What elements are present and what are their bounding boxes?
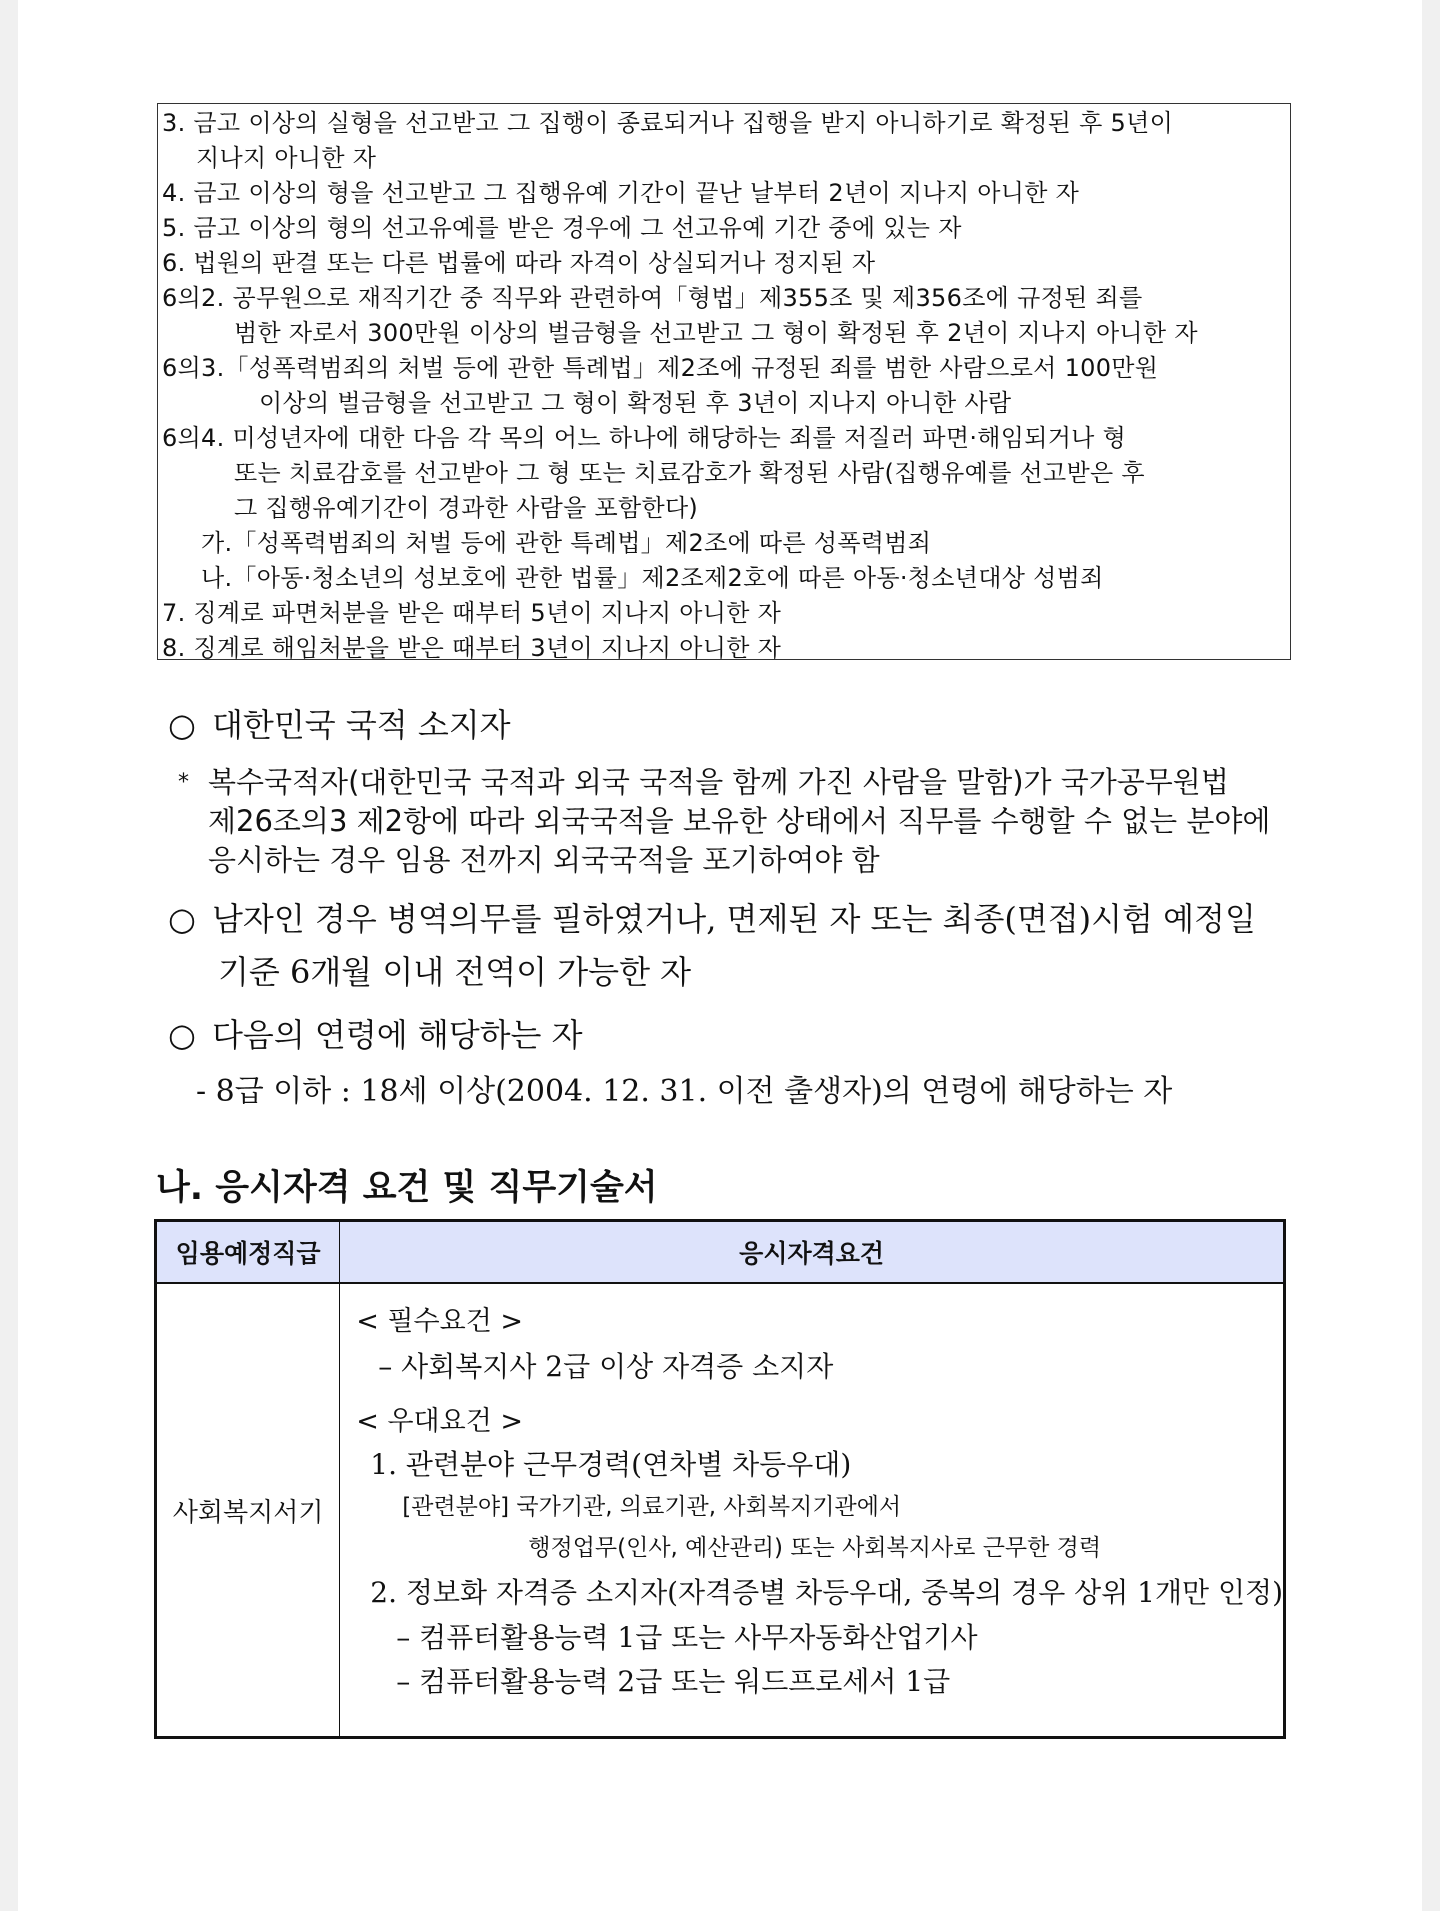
required-label: < 필수요건 > xyxy=(356,1306,524,1337)
disqualification-line: 5. 금고 이상의 형의 선고유예를 받은 경우에 그 선고유예 기간 중에 있는 자 xyxy=(162,214,962,242)
military-bullet xyxy=(168,893,1256,999)
military-line: 기준 6개월 이내 전역이 가능한 자 xyxy=(218,953,692,991)
disqualification-box xyxy=(157,103,1291,660)
age-text: 다음의 연령에 해당하는 자 xyxy=(212,1016,583,1054)
disqualification-line: 지나지 아니한 자 xyxy=(196,144,377,172)
disqualification-line: 3. 금고 이상의 실형을 선고받고 그 집행이 종료되거나 집행을 받지 아니하기로 확정된 후 5년이 xyxy=(162,109,1174,137)
disqualification-line: 범한 자로서 300만원 이상의 벌금형을 선고받고 그 형이 확정된 후 2년이 지나지 아니한 자 xyxy=(234,319,1198,347)
position-cell: 사회복지서기 xyxy=(156,1283,340,1738)
header-position: 임용예정직급 xyxy=(156,1221,340,1284)
bullet-circle: ○ xyxy=(168,1016,196,1054)
disqualification-line: 8. 징계로 해임처분을 받은 때부터 3년이 지나지 아니한 자 xyxy=(162,634,782,662)
note-line: 응시하는 경우 임용 전까지 외국국적을 포기하여야 함 xyxy=(208,843,880,877)
related-field-line: [관련분야] 국가기관, 의료기관, 사회복지기관에서 xyxy=(402,1494,902,1520)
note-line: 복수국적자(대한민국 국적과 외국 국적을 함께 가진 사람을 말함)가 국가공무원법 xyxy=(208,765,1229,799)
table-row xyxy=(156,1283,1285,1738)
table-header-row xyxy=(156,1221,1285,1284)
age-detail: - 8급 이하 : 18세 이상(2004. 12. 31. 이전 출생자)의 연령에 해당하는 자 xyxy=(196,1074,1173,1109)
disqualification-line: 6. 법원의 판결 또는 다른 법률에 따라 자격이 상실되거나 정지된 자 xyxy=(162,249,876,277)
disqualification-line: 6의4. 미성년자에 대한 다음 각 목의 어느 하나에 해당하는 죄를 저질러 파면·해임되거나 형 xyxy=(162,424,1127,452)
certificate-item: – 컴퓨터활용능력 1급 또는 사무자동화산업기사 xyxy=(396,1621,978,1654)
nationality-bullet xyxy=(168,700,511,746)
required-item: – 사회복지사 2급 이상 자격증 소지자 xyxy=(378,1350,834,1383)
military-line: 남자인 경우 병역의무를 필하였거나, 면제된 자 또는 최종(면접)시험 예정일 xyxy=(212,900,1256,938)
disqualification-line: 4. 금고 이상의 형을 선고받고 그 집행유예 기간이 끝난 날부터 2년이 지나지 아니한 자 xyxy=(162,179,1080,207)
section-heading: 나. 응시자격 요건 및 직무기술서 xyxy=(156,1168,658,1208)
disqualification-line: 그 집행유예기간이 경과한 사람을 포함한다) xyxy=(234,494,699,522)
note-line: 제26조의3 제2항에 따라 외국국적을 보유한 상태에서 직무를 수행할 수 없는 분야에 xyxy=(208,804,1271,838)
age-bullet xyxy=(168,1010,583,1056)
disqualification-line: 이상의 벌금형을 선고받고 그 형이 확정된 후 3년이 지나지 아니한 사람 xyxy=(259,389,1012,417)
note-asterisk: * xyxy=(178,770,189,795)
requirements-table xyxy=(154,1219,1286,1739)
disqualification-line: 7. 징계로 파면처분을 받은 때부터 5년이 지나지 아니한 자 xyxy=(162,599,782,627)
preferred-item-1: 1. 관련분야 근무경력(연차별 차등우대) xyxy=(370,1448,852,1481)
certificate-item: – 컴퓨터활용능력 2급 또는 워드프로세서 1급 xyxy=(396,1665,951,1698)
header-requirements: 응시자격요건 xyxy=(340,1221,1285,1284)
dual-nationality-note xyxy=(178,763,1270,880)
requirements-cell xyxy=(340,1283,1285,1738)
preferred-label: < 우대요건 > xyxy=(356,1406,524,1437)
preferred-item-2: 2. 정보화 자격증 소지자(자격증별 차등우대, 중복의 경우 상위 1개만 인정) xyxy=(370,1576,1283,1609)
disqualification-line: 가.「성폭력범죄의 처벌 등에 관한 특례법」제2조에 따른 성폭력범죄 xyxy=(201,529,932,557)
related-field-line: 행정업무(인사, 예산관리) 또는 사회복지사로 근무한 경력 xyxy=(528,1535,1102,1561)
nationality-text: 대한민국 국적 소지자 xyxy=(212,706,511,744)
disqualification-line: 6의3.「성폭력범죄의 처벌 등에 관한 특례법」제2조에 규정된 죄를 범한 사람으로서 100만원 xyxy=(162,354,1159,382)
bullet-circle: ○ xyxy=(168,900,196,938)
document-page xyxy=(18,0,1422,1911)
bullet-circle: ○ xyxy=(168,706,196,744)
disqualification-line: 6의2. 공무원으로 재직기간 중 직무와 관련하여「형법」제355조 및 제356조에 규정된 죄를 xyxy=(162,284,1143,312)
disqualification-line: 또는 치료감호를 선고받아 그 형 또는 치료감호가 확정된 사람(집행유예를 선고받은 후 xyxy=(234,459,1145,487)
disqualification-line: 나.「아동·청소년의 성보호에 관한 법률」제2조제2호에 따른 아동·청소년대상 성범죄 xyxy=(201,564,1104,592)
